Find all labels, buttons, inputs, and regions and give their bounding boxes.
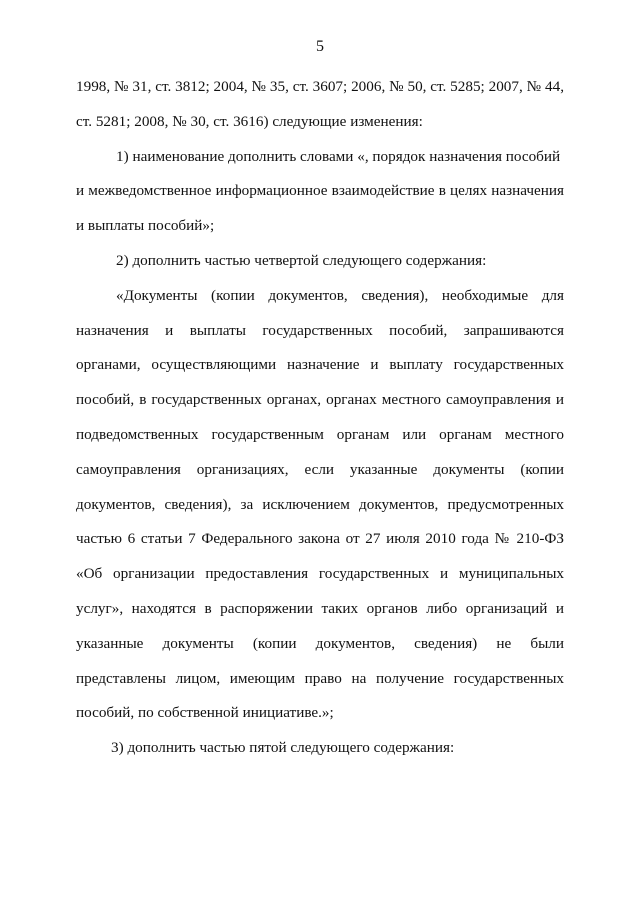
text-line: документов, сведения), за исключением документов, предусмотренных xyxy=(76,495,564,513)
text-line: 1998, № 31, ст. 3812; 2004, № 35, ст. 3607; 2006, № 50, ст. 5285; 2007, № 44, xyxy=(76,78,564,95)
text-line: и межведомственное информационное взаимодействие в целях назначения xyxy=(76,182,564,200)
document-body xyxy=(76,70,564,766)
text-line: самоуправления организациях, если указанные документы (копии xyxy=(76,460,564,478)
text-line: и выплаты пособий»; xyxy=(76,217,215,235)
text-line: пособий, в государственных органах, органах местного самоуправления и xyxy=(76,391,564,409)
text-line: представлены лицом, имеющим право на получение государственных xyxy=(76,669,564,687)
text-line: органами, осуществляющими назначение и выплату государственных xyxy=(76,356,564,374)
text-line: указанные документы (копии документов, сведения) не были xyxy=(76,634,564,652)
text-line: пособий, по собственной инициативе.»; xyxy=(76,704,334,722)
text-line: услуг», находятся в распоряжении таких органов либо организаций и xyxy=(76,599,564,617)
text-line: 1) наименование дополнить словами «, порядок назначения пособий xyxy=(116,147,561,165)
text-line: назначения и выплаты государственных пособий, запрашиваются xyxy=(76,321,564,339)
text-line: частью 6 статьи 7 Федерального закона от 27 июля 2010 года № 210-ФЗ xyxy=(76,530,564,548)
text-line: 2) дополнить частью четвертой следующего содержания: xyxy=(116,251,487,269)
text-line: ст. 5281; 2008, № 30, ст. 3616) следующие изменения: xyxy=(76,112,423,130)
text-line: «Об организации предоставления государственных и муниципальных xyxy=(76,565,564,583)
text-line: 3) дополнить частью пятой следующего содержания: xyxy=(111,739,455,757)
text-line: «Документы (копии документов, сведения), необходимые для xyxy=(116,286,564,304)
page-number: 5 xyxy=(316,38,324,55)
text-line: подведомственных государственным органам или органам местного xyxy=(76,425,564,443)
